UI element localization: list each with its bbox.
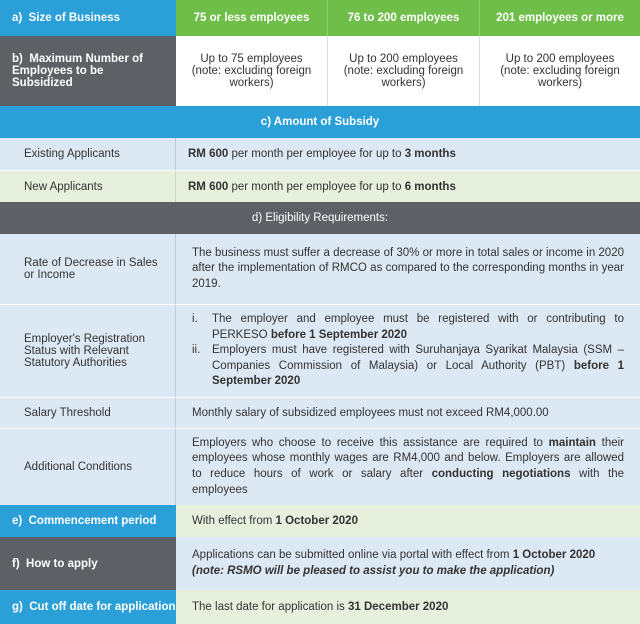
additional-b1: maintain: [548, 436, 596, 449]
existing-amount: RM 600: [188, 148, 229, 160]
rate-of-decrease-label: Rate of Decrease in Sales or Income: [0, 234, 176, 304]
size-col-3: 201 employees or more: [480, 0, 640, 36]
additional-t1: Employers who choose to receive this assistance are required to: [192, 436, 549, 449]
cutoff-label: g) Cut off date for application: [0, 590, 176, 624]
rate-of-decrease-row: [0, 234, 640, 305]
eligibility-header: [0, 202, 640, 234]
existing-applicants-label: Existing Applicants: [0, 138, 176, 170]
max-employees-row: [0, 36, 640, 106]
new-applicants-value: [176, 171, 640, 202]
max-employees-label: b) Maximum Number of Employees to be Subsidized: [0, 36, 176, 106]
existing-applicants-row: [0, 138, 640, 171]
amount-of-subsidy-header: [0, 106, 640, 138]
rate-of-decrease-text: The business must suffer a decrease of 30% or more in total sales or income in 2020 after the implementation of RMCO as compared to the corresponding months in year 2019.: [176, 234, 640, 304]
apply-note: (note: RSMO will be pleased to assist you to make the application): [192, 564, 555, 577]
size-col-2: 76 to 200 employees: [328, 0, 480, 36]
cutoff-date: 31 December 2020: [347, 601, 449, 613]
how-to-apply-label: f) How to apply: [0, 537, 176, 590]
new-text: per month per employee for up to: [228, 180, 405, 193]
new-applicants-label: New Applicants: [0, 171, 176, 202]
size-of-business-label: a) Size of Business: [0, 0, 176, 36]
salary-threshold-text: Monthly salary of subsidized employees must not exceed RM4,000.00: [176, 398, 640, 428]
salary-threshold-row: [0, 398, 640, 429]
registration-item-1-marker: i.: [192, 313, 198, 326]
commencement-label: e) Commencement period: [0, 505, 176, 537]
commencement-date: 1 October 2020: [275, 515, 358, 527]
apply-date: 1 October 2020: [512, 548, 596, 561]
commencement-row: [0, 505, 640, 537]
eligibility-title: d) Eligibility Requirements:: [0, 202, 640, 234]
commencement-value: [176, 505, 640, 537]
registration-item-1-bold: before 1 September 2020: [270, 328, 407, 341]
amount-of-subsidy-title: c) Amount of Subsidy: [0, 106, 640, 138]
registration-item-1: [192, 312, 624, 343]
new-period: 6 months: [404, 180, 456, 193]
registration-item-2-marker: ii.: [192, 344, 201, 357]
additional-conditions-row: [0, 429, 640, 505]
registration-row: [0, 305, 640, 398]
cutoff-row: [0, 590, 640, 624]
registration-item-2: [192, 343, 624, 390]
commencement-text: With effect from: [192, 515, 276, 527]
existing-applicants-value: [176, 138, 640, 170]
max-col-3: Up to 200 employees (note: excluding foreign workers): [480, 36, 640, 106]
additional-t3: with the employees: [192, 468, 624, 496]
additional-conditions-label: Additional Conditions: [0, 429, 176, 505]
salary-threshold-label: Salary Threshold: [0, 398, 176, 428]
additional-conditions-text: [176, 429, 640, 505]
registration-item-1-text: The employer and employee must be registered with or contributing to PERKESO: [212, 313, 624, 341]
registration-item-2-bold: before 1 September 2020: [212, 359, 624, 388]
new-applicants-row: [0, 171, 640, 202]
existing-text: per month per employee for up to: [228, 148, 405, 160]
how-to-apply-value: [176, 537, 640, 590]
max-col-2: Up to 200 employees (note: excluding foreign workers): [328, 36, 480, 106]
existing-period: 3 months: [404, 148, 456, 160]
registration-list: [176, 305, 640, 397]
additional-b2: conducting negotiations: [431, 468, 571, 480]
how-to-apply-row: [0, 537, 640, 590]
cutoff-text: The last date for application is: [192, 601, 348, 613]
new-amount: RM 600: [188, 180, 229, 193]
size-of-business-row: [0, 0, 640, 36]
registration-item-2-text: Employers must have registered with Suruhanjaya Syarikat Malaysia (SSM – Companies Commission of Malaysia) or Local Authority (PBT): [212, 344, 624, 372]
cutoff-value: [176, 590, 640, 624]
max-col-1: Up to 75 employees (note: excluding foreign workers): [176, 36, 328, 106]
size-col-1: 75 or less employees: [176, 0, 328, 36]
apply-text: Applications can be submitted online via portal with effect from: [192, 548, 513, 561]
registration-label: Employer's Registration Status with Relevant Statutory Authorities: [0, 305, 176, 397]
additional-t2: their employees whose monthly wages are RM4,000 and below. Employers are allowed to reduce hours of work or salary after: [192, 436, 624, 480]
